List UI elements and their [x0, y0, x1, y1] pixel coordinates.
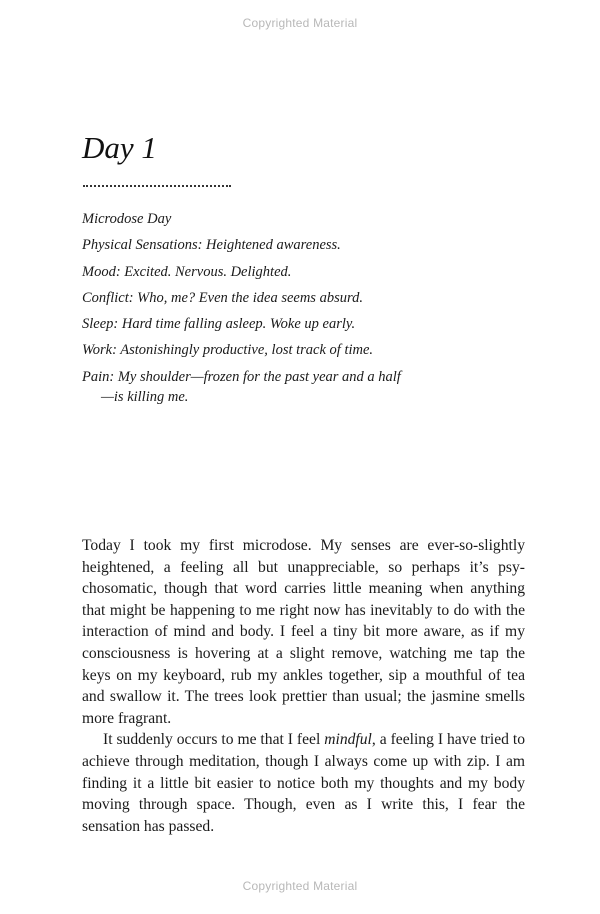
log-entry-mood: Mood: Excited. Nervous. Delighted.	[82, 263, 292, 280]
log-entry-work: Work: Astonishingly productive, lost track of time.	[82, 342, 374, 359]
log-entry-pain: Pain: My shoulder—frozen for the past year and a half—is killing me.	[82, 368, 401, 405]
dotted-divider	[83, 185, 231, 187]
watermark-top: Copyrighted Material	[242, 16, 358, 30]
log-entry-day-type: Microdose Day	[82, 211, 172, 227]
log-entry-physical-sensations: Physical Sensations: Heightened awareness.	[82, 237, 341, 254]
daily-log	[82, 209, 402, 413]
log-entry-conflict: Conflict: Who, me? Even the idea seems absurd.	[82, 289, 363, 306]
body-paragraph-2	[82, 729, 525, 837]
body-paragraph-1: Today I took my first microdose. My senses are ever-so-slightly heightened, a feeling all but unappreciable, so perhaps it’s psychosomatic, though that word carries little meaning when anything that might be happening to me right now has inevitably to do with the interaction of mind and body. I feel a tiny bit more aware, as if my consciousness is hovering at a slight remove, watching me tap the keys on my keyboard, rub my ankles together, sip a mouthful of tea and swallow it. The trees look prettier than usual; the jasmine smells more fragrant.	[82, 537, 525, 727]
log-entry-sleep: Sleep: Hard time falling asleep. Woke up early.	[82, 316, 356, 333]
paragraph-2-end: , a feeling I have tried to achieve through meditation, though I always come up with zip. I am finding it a little bit easier to notice both my thoughts and my body moving through space. Though, even as I write this, I fear the sensation has passed.	[82, 731, 525, 835]
chapter-title: Day 1	[82, 130, 157, 165]
watermark-bottom: Copyrighted Material	[242, 879, 358, 893]
paragraph-2-start: It suddenly occurs to me that I feel	[103, 731, 325, 749]
emphasis-mindful: mindful	[324, 731, 372, 749]
body-text	[82, 535, 525, 837]
